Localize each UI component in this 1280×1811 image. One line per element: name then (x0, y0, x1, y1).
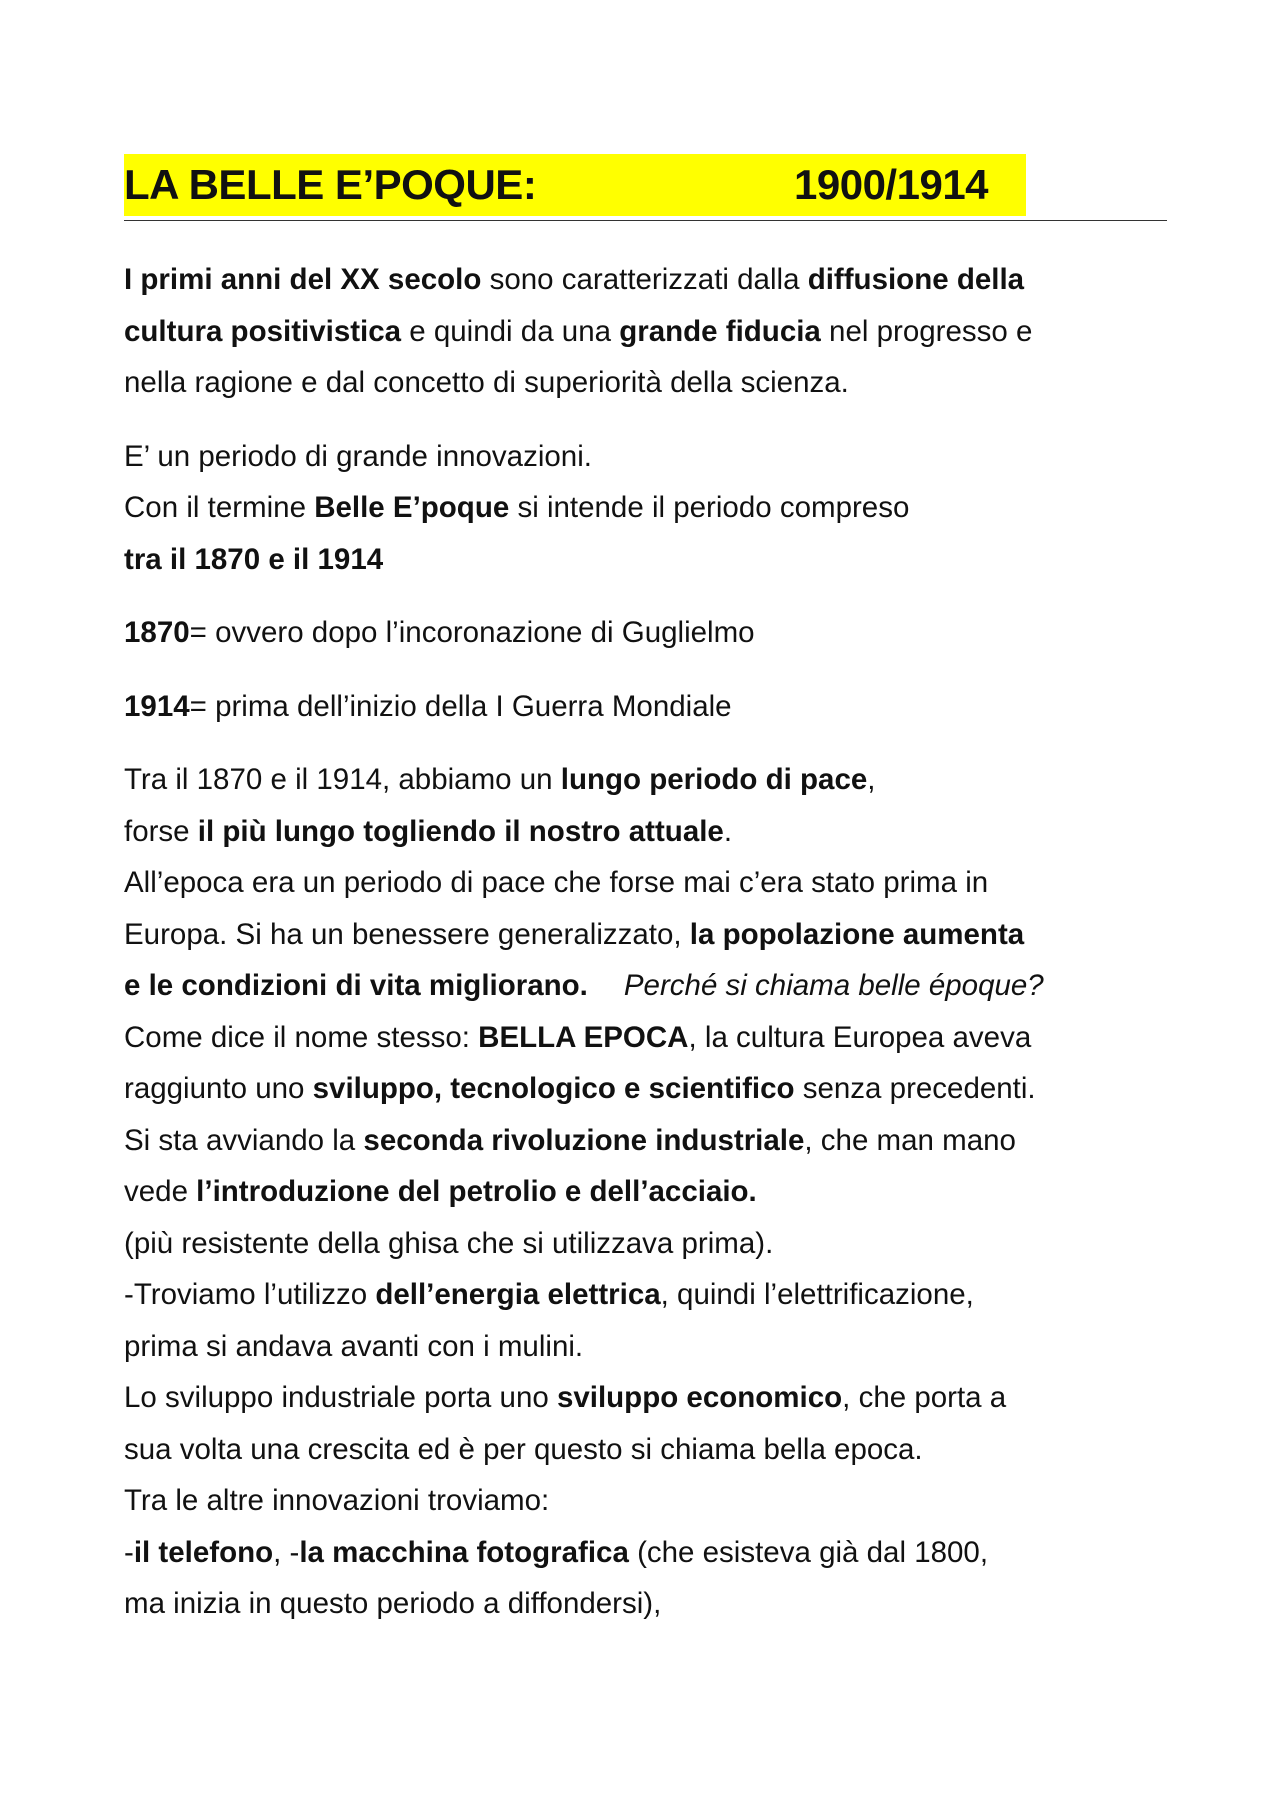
bold-text: il telefono (133, 1535, 274, 1569)
text-segment: E’ un periodo di grande innovazioni. (124, 439, 592, 473)
text-segment: - (124, 1535, 134, 1569)
bold-text: Belle E’poque (314, 491, 510, 524)
text-segment: (che esisteva già dal 1800, (628, 1535, 989, 1569)
bold-text: tra il 1870 e il 1914 (124, 542, 384, 576)
bold-text: la macchina fotografica (299, 1535, 629, 1569)
text-segment: ma inizia in questo periodo a diffondersi), (124, 1587, 662, 1620)
text-segment: , quindi l’elettrificazione, (660, 1278, 974, 1311)
text-segment: nel progresso e (820, 314, 1033, 348)
text-segment: . (723, 814, 733, 848)
text-segment: = ovvero dopo l’incoronazione di Guglielmo (189, 616, 755, 649)
text-line (124, 754, 1174, 806)
title-date-range: 1900/1914 (794, 161, 989, 208)
text-segment: senza precedenti. (794, 1072, 1036, 1105)
text-line (124, 1218, 1174, 1270)
text-line (124, 1475, 1174, 1527)
paragraph (124, 607, 1174, 659)
paragraph (124, 431, 1174, 586)
bold-text: grande fiducia (619, 314, 821, 348)
text-line (124, 254, 1174, 306)
text-segment: Con il termine (124, 491, 315, 524)
text-segment: si intende il periodo compreso (509, 491, 910, 524)
text-line (124, 357, 1174, 409)
text-segment: , che man mano (804, 1123, 1016, 1157)
text-segment: , la cultura Europea aveva (688, 1020, 1032, 1054)
bold-text: l’introduzione del petrolio e dell’acciaio. (196, 1175, 757, 1208)
text-segment: e quindi da una (401, 314, 620, 348)
italic-text: Perché si chiama belle époque? (623, 969, 1044, 1002)
bold-text: dell’energia elettrica (375, 1278, 661, 1311)
text-segment: -Troviamo l’utilizzo (124, 1278, 376, 1311)
text-segment: = prima dell’inizio della I Guerra Mondiale (189, 689, 732, 723)
text-line (124, 306, 1174, 358)
text-segment: , - (273, 1535, 300, 1569)
text-segment: sua volta una crescita ed è per questo si chiama bella epoca. (124, 1432, 923, 1466)
text-segment: All’epoca era un periodo di pace che forse mai c’era stato prima in (124, 866, 989, 899)
bold-text: cultura positivistica (124, 314, 402, 348)
text-segment: Europa. Si ha un benessere generalizzato, (124, 917, 690, 951)
bold-text: BELLA EPOCA (478, 1020, 689, 1054)
bold-text: 1870 (124, 616, 190, 649)
bold-text: seconda rivoluzione industriale (363, 1123, 805, 1157)
document-body (124, 254, 1174, 1652)
text-line (124, 1578, 1174, 1630)
text-line (124, 1166, 1174, 1218)
text-line (124, 1527, 1174, 1579)
title-row (124, 152, 1167, 221)
text-segment: Tra il 1870 e il 1914, abbiamo un (124, 763, 561, 796)
text-line (124, 1115, 1174, 1167)
paragraph (124, 681, 1174, 733)
text-line (124, 909, 1174, 961)
bold-text: diffusione della (807, 263, 1025, 296)
bold-text: 1914 (124, 689, 190, 723)
text-segment: , che porta a (842, 1381, 1007, 1414)
text-segment: Si sta avviando la (124, 1123, 364, 1157)
text-segment: prima si andava avanti con i mulini. (124, 1329, 584, 1363)
text-segment: Tra le altre innovazioni troviamo: (124, 1484, 550, 1517)
text-line (124, 1321, 1174, 1373)
text-segment: nella ragione e dal concetto di superiorità della scienza. (124, 366, 849, 399)
text-line (124, 857, 1174, 909)
bold-text: I primi anni del XX secolo (124, 263, 482, 296)
text-line (124, 534, 1174, 586)
paragraph (124, 254, 1174, 409)
text-line (124, 960, 1174, 1012)
text-segment: vede (124, 1175, 197, 1208)
bold-text: e le condizioni di vita migliorano. (124, 969, 588, 1002)
text-segment: Lo sviluppo industriale porta uno (124, 1381, 557, 1414)
text-segment: forse (124, 814, 198, 848)
text-line (124, 431, 1174, 483)
bold-text: sviluppo economico (556, 1381, 843, 1414)
text-segment: , (867, 763, 876, 796)
text-line (124, 607, 1174, 659)
text-line (124, 1063, 1174, 1115)
text-line (124, 1424, 1174, 1476)
bold-text: lungo periodo di pace (560, 763, 868, 796)
text-segment: sono caratterizzati dalla (481, 263, 808, 296)
text-line (124, 482, 1174, 534)
text-line (124, 1372, 1174, 1424)
text-line (124, 806, 1174, 858)
text-segment: Come dice il nome stesso: (124, 1020, 479, 1054)
text-line (124, 681, 1174, 733)
text-line (124, 1269, 1174, 1321)
bold-text: il più lungo togliendo il nostro attuale (197, 814, 724, 848)
bold-text: la popolazione aumenta (689, 917, 1025, 951)
text-segment: (più resistente della ghisa che si utilizzava prima). (124, 1226, 774, 1260)
text-line (124, 1012, 1174, 1064)
text-segment: raggiunto uno (124, 1072, 313, 1105)
bold-text: sviluppo, tecnologico e scientifico (312, 1072, 795, 1105)
paragraph (124, 754, 1174, 1630)
page-title: LA BELLE E’POQUE: (124, 161, 537, 208)
